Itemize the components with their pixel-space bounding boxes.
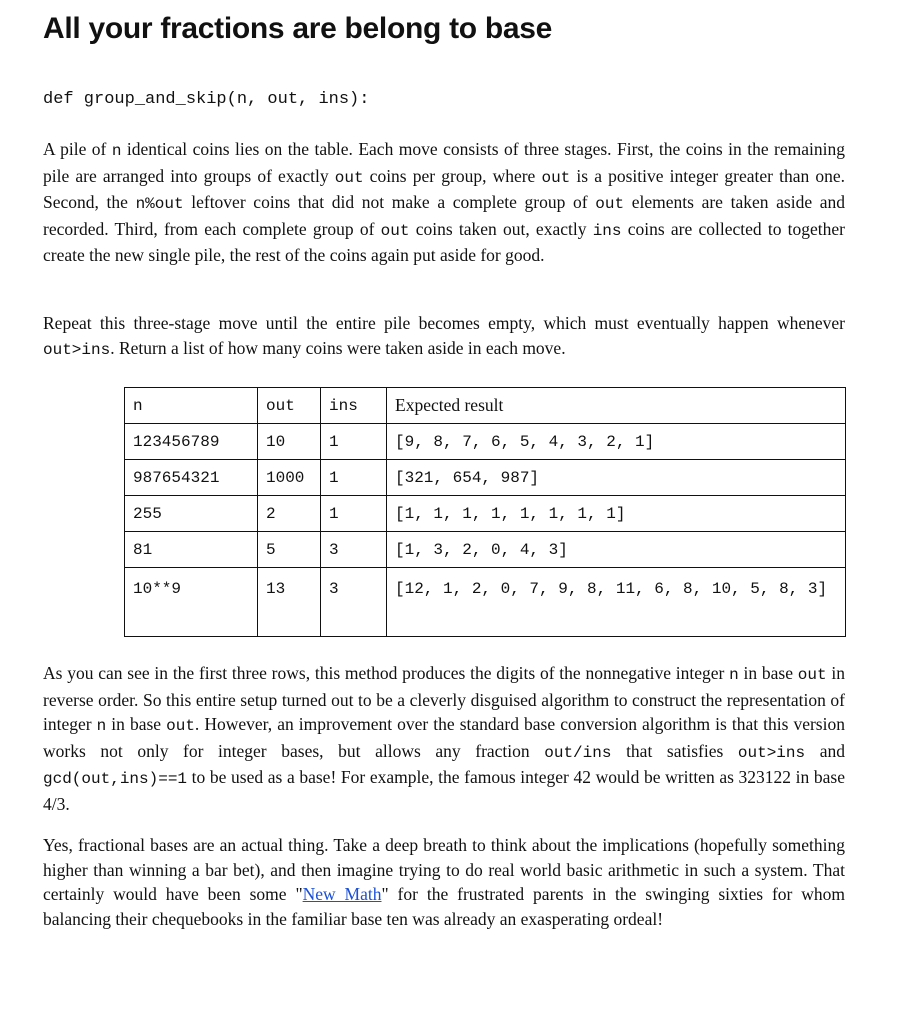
code: out>ins — [43, 340, 111, 359]
description-paragraph-2 — [43, 311, 845, 362]
code: out — [334, 168, 364, 187]
text: A pile of — [43, 139, 112, 159]
text: in base — [106, 714, 167, 734]
text: As you can see in the first three rows, this method produces the digits of the nonnegative integer — [43, 663, 730, 683]
cell-out: 13 — [258, 568, 321, 637]
text: coins per group, where — [363, 165, 542, 186]
cell-n: 123456789 — [125, 424, 258, 460]
code: n%out — [135, 195, 184, 213]
code: n — [96, 717, 107, 735]
cell-ins: 1 — [321, 460, 387, 496]
code: out — [797, 666, 827, 684]
cell-ins: 3 — [321, 532, 387, 568]
cell-expected: [9, 8, 7, 6, 5, 4, 3, 2, 1] — [387, 424, 846, 460]
description-paragraph-1 — [43, 137, 845, 268]
cell-out: 5 — [258, 532, 321, 568]
code: n — [111, 142, 122, 160]
table-header-row — [125, 388, 846, 424]
cell-expected: [12, 1, 2, 0, 7, 9, 8, 11, 6, 8, 10, 5, 8, 3] — [387, 568, 846, 637]
header-n: n — [125, 388, 258, 424]
cell-ins: 1 — [321, 496, 387, 532]
text: that satisfies — [611, 740, 738, 761]
function-signature: def group_and_skip(n, out, ins): — [43, 90, 370, 109]
table-row — [125, 496, 846, 532]
header-ins: ins — [321, 388, 387, 424]
page-title: All your fractions are belong to base — [43, 12, 553, 45]
code: ins — [592, 221, 622, 240]
table-row — [125, 568, 846, 637]
text: . However, an improvement over the standard base conversion algorithm is that this version works not only for integer bases, but allows any fraction — [43, 714, 845, 761]
description-paragraph-4 — [43, 833, 845, 931]
text: identical coins lies on the table. Each move consists of three stages. First, the coins in the remaining pile are arranged into groups of exactly — [43, 139, 845, 186]
code: n — [729, 666, 739, 684]
code: out — [166, 717, 195, 735]
cell-out: 1000 — [258, 460, 321, 496]
cell-expected: [1, 3, 2, 0, 4, 3] — [387, 532, 846, 568]
cell-n: 10**9 — [125, 568, 258, 637]
text: " for the frustrated parents in the swinging sixties for whom balancing their chequebooks in the familiar base ten was already an exasperating ordeal! — [43, 884, 846, 929]
cell-expected: [321, 654, 987] — [387, 460, 846, 496]
new-math-link[interactable]: New Math — [302, 884, 382, 904]
table-row — [125, 532, 846, 568]
code: out — [541, 168, 571, 187]
cell-out: 10 — [258, 424, 321, 460]
header-out: out — [258, 388, 321, 424]
code: out — [380, 221, 410, 240]
code: out>ins — [737, 743, 806, 762]
cell-expected: [1, 1, 1, 1, 1, 1, 1, 1] — [387, 496, 846, 532]
description-paragraph-3 — [43, 661, 845, 816]
cell-ins: 1 — [321, 424, 387, 460]
text: coins taken out, exactly — [409, 218, 593, 239]
header-expected: Expected result — [387, 388, 846, 424]
cell-n: 987654321 — [125, 460, 258, 496]
cell-n: 81 — [125, 532, 258, 568]
code: gcd(out,ins)==1 — [43, 770, 188, 788]
text: to be used as a base! For example, the famous integer 42 would be written as 323122 in base 4/3. — [43, 767, 845, 814]
cell-out: 2 — [258, 496, 321, 532]
table-row — [125, 424, 846, 460]
code: out/ins — [544, 743, 612, 762]
text: in reverse order. So this entire setup turned out to be a cleverly disguised algorithm to construct the representation of integer — [43, 663, 845, 734]
text: is a positive integer greater than one. Second, the — [43, 165, 846, 212]
text: . Return a list of how many coins were taken aside in each move. — [110, 337, 566, 358]
text: elements are taken aside and recorded. Third, from each complete group of — [43, 192, 846, 239]
text: and — [805, 740, 845, 761]
code: out — [595, 195, 625, 213]
cell-n: 255 — [125, 496, 258, 532]
examples-table — [124, 387, 846, 637]
text: coins are collected to together create the new single pile, the rest of the coins again put aside for good. — [43, 218, 845, 265]
text: Yes, fractional bases are an actual thing. Take a deep breath to think about the implications (hopefully something higher than winning a bar bet), and then imagine trying to do real world basic arithmetic in such a system. That certainly would have been some " — [43, 835, 845, 904]
cell-ins: 3 — [321, 568, 387, 637]
text: in base — [738, 663, 798, 683]
text: leftover coins that did not make a complete group of — [183, 192, 596, 212]
table-row — [125, 460, 846, 496]
text: Repeat this three-stage move until the entire pile becomes empty, which must eventually happen whenever — [43, 313, 845, 333]
